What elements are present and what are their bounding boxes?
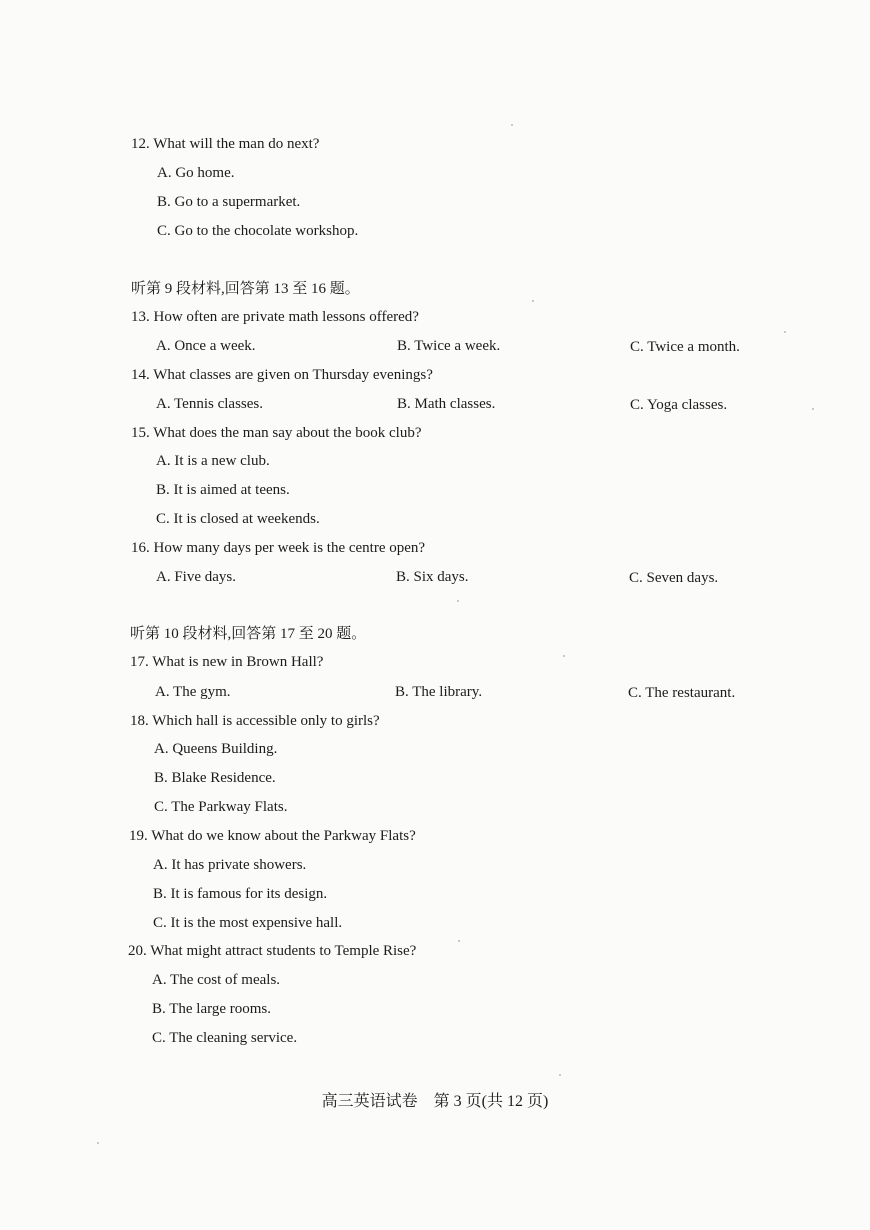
- question-18-stem: 18. Which hall is accessible only to girls?: [130, 713, 380, 729]
- scan-speck: [784, 331, 786, 333]
- question-16-stem: 16. How many days per week is the centre open?: [131, 540, 426, 556]
- question-19-option-a: A. It has private showers.: [153, 857, 307, 873]
- scan-speck: [511, 124, 513, 126]
- question-15-stem: 15. What does the man say about the book club?: [131, 425, 422, 441]
- question-18-option-c: C. The Parkway Flats.: [154, 799, 288, 815]
- question-20-option-b: B. The large rooms.: [152, 1001, 272, 1017]
- scan-speck: [458, 940, 460, 942]
- question-19-option-c: C. It is the most expensive hall.: [153, 915, 343, 931]
- scan-speck: [97, 1142, 99, 1144]
- question-13-option-c: C. Twice a month.: [630, 339, 740, 355]
- scan-speck: [457, 600, 459, 602]
- question-15-option-b: B. It is aimed at teens.: [156, 482, 290, 498]
- scan-speck: [532, 300, 534, 302]
- question-18-option-a: A. Queens Building.: [154, 741, 278, 757]
- question-13-stem: 13. How often are private math lessons offered?: [131, 309, 419, 325]
- question-12-option-a: A. Go home.: [157, 165, 235, 181]
- page-footer: 高三英语试卷 第 3 页(共 12 页): [321, 1093, 549, 1110]
- question-17-stem: 17. What is new in Brown Hall?: [130, 654, 324, 670]
- question-16-option-a: A. Five days.: [156, 569, 236, 585]
- question-17-option-c: C. The restaurant.: [628, 685, 736, 701]
- question-14-stem: 14. What classes are given on Thursday evenings?: [131, 367, 433, 383]
- question-17-option-a: A. The gym.: [155, 684, 231, 700]
- scan-speck: [563, 655, 565, 657]
- scan-speck: [812, 408, 814, 410]
- scan-speck: [559, 1074, 561, 1076]
- question-20-option-c: C. The cleaning service.: [152, 1030, 298, 1046]
- question-15-option-c: C. It is closed at weekends.: [156, 511, 320, 527]
- question-13-option-b: B. Twice a week.: [397, 338, 501, 354]
- question-17-option-b: B. The library.: [395, 684, 483, 700]
- question-19-stem: 19. What do we know about the Parkway Flats?: [129, 828, 416, 844]
- question-20-stem: 20. What might attract students to Temple Rise?: [128, 943, 417, 959]
- question-12-stem: 12. What will the man do next?: [131, 136, 320, 152]
- section-9-instruction: 听第 9 段材料,回答第 13 至 16 题。: [131, 281, 360, 297]
- question-12-option-b: B. Go to a supermarket.: [157, 194, 301, 210]
- question-19-option-b: B. It is famous for its design.: [153, 886, 328, 902]
- question-14-option-b: B. Math classes.: [397, 396, 496, 412]
- question-16-option-c: C. Seven days.: [629, 570, 719, 586]
- question-14-option-a: A. Tennis classes.: [156, 396, 263, 412]
- question-13-option-a: A. Once a week.: [156, 338, 256, 354]
- question-12-option-c: C. Go to the chocolate workshop.: [157, 223, 359, 239]
- question-18-option-b: B. Blake Residence.: [154, 770, 276, 786]
- question-16-option-b: B. Six days.: [396, 569, 469, 585]
- section-10-instruction: 听第 10 段材料,回答第 17 至 20 题。: [130, 626, 367, 642]
- question-14-option-c: C. Yoga classes.: [630, 397, 728, 413]
- question-20-option-a: A. The cost of meals.: [152, 972, 281, 988]
- question-15-option-a: A. It is a new club.: [156, 453, 270, 469]
